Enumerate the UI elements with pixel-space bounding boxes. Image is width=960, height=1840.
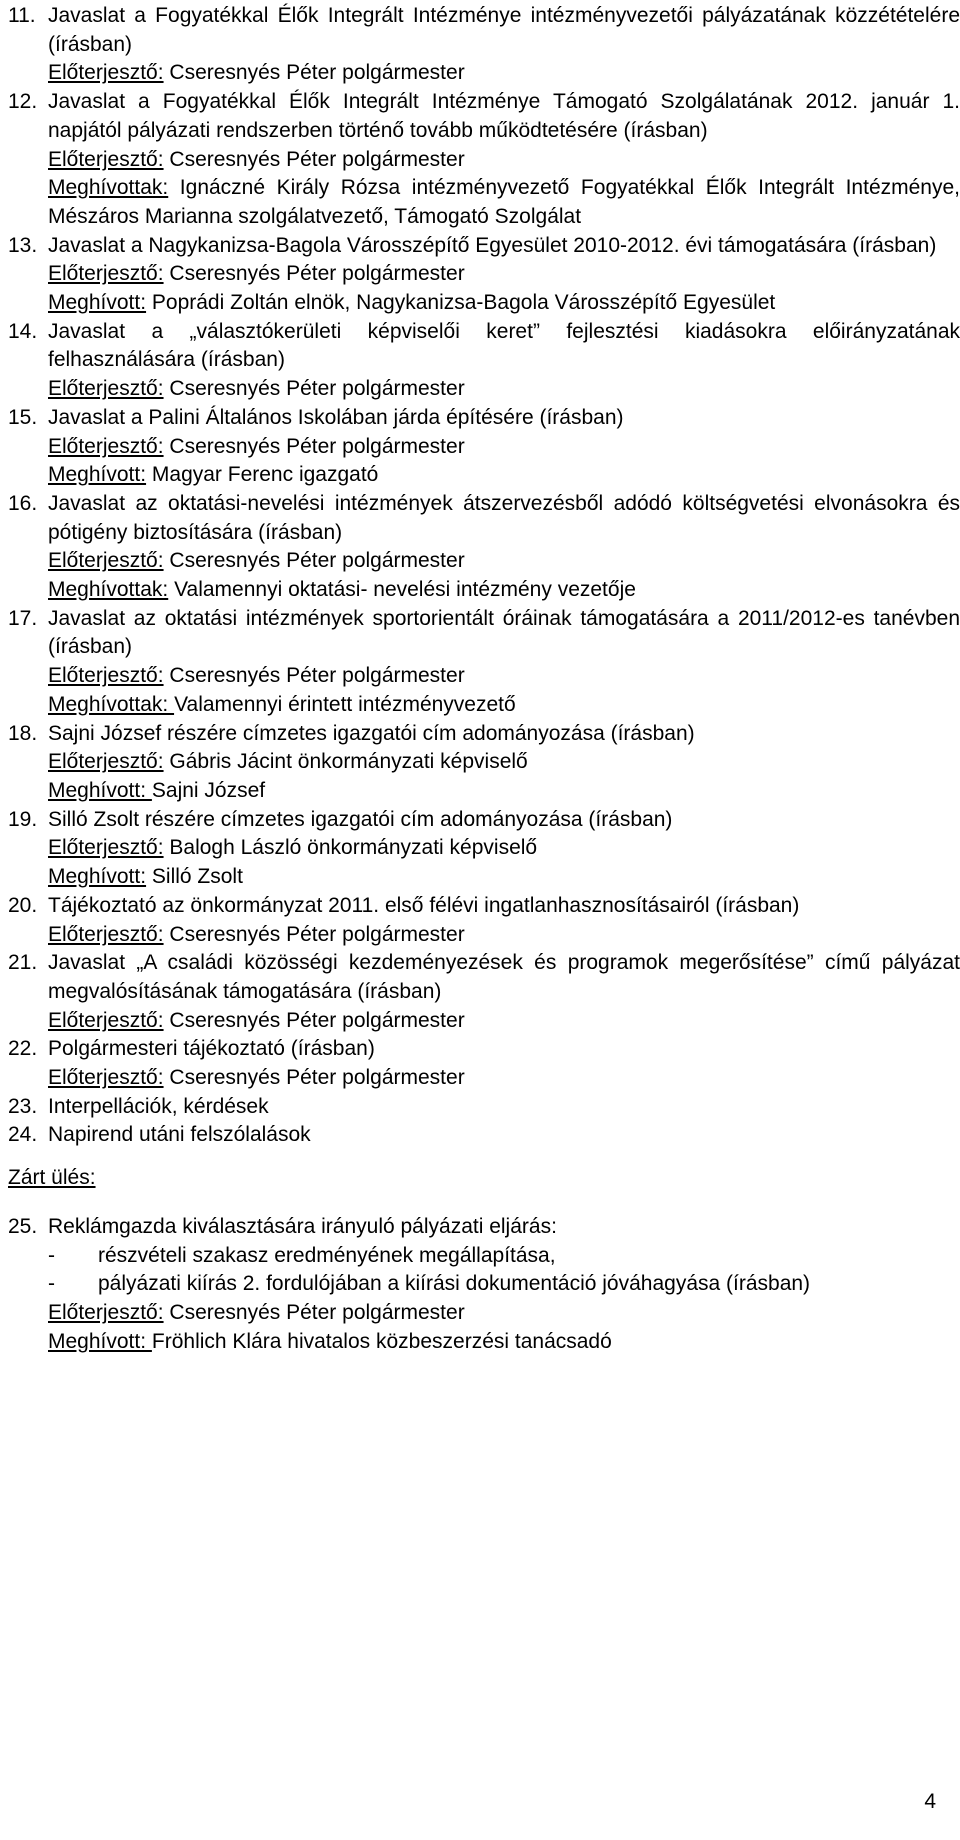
presenter-name: Cseresnyés Péter polgármester <box>163 664 465 688</box>
invited-names: Silló Zsolt <box>146 865 243 889</box>
item-number: 11. <box>8 4 36 27</box>
presenter-label: Előterjesztő: <box>48 750 164 774</box>
presenter-label: Előterjesztő: <box>48 836 164 860</box>
invited-line <box>48 576 960 605</box>
agenda-item <box>8 490 960 605</box>
item-number: 19. <box>8 807 38 831</box>
invited-line <box>48 1328 960 1357</box>
sub-item <box>48 1242 960 1271</box>
agenda-item <box>8 88 960 232</box>
invited-line <box>48 174 960 231</box>
presenter-label: Előterjesztő: <box>48 664 164 688</box>
presenter-name: Cseresnyés Péter polgármester <box>163 1066 465 1090</box>
item-title: Javaslat a „választókerületi képviselői keret” fejlesztési kiadásokra előirányzatának felhasználására (írásban) <box>48 319 960 372</box>
invited-line <box>48 691 960 720</box>
presenter-line <box>48 748 960 777</box>
invited-label: Meghívott: <box>48 463 147 487</box>
presenter-line <box>48 260 960 289</box>
presenter-name: Balogh László önkormányzati képviselő <box>163 836 538 860</box>
invited-names: Fröhlich Klára hivatalos közbeszerzési tanácsadó <box>151 1329 612 1353</box>
presenter-label: Előterjesztő: <box>48 377 164 401</box>
item-number: 18. <box>8 721 38 745</box>
invited-names: Poprádi Zoltán elnök, Nagykanizsa-Bagola Városszépítő Egyesület <box>146 291 776 315</box>
presenter-line <box>48 433 960 462</box>
dash-marker: - <box>48 1272 55 1296</box>
dash-marker: - <box>48 1243 55 1267</box>
invited-names: Valamennyi oktatási- nevelési intézmény vezetője <box>168 578 636 602</box>
agenda-item <box>8 318 960 404</box>
presenter-label: Előterjesztő: <box>48 1066 164 1090</box>
invited-label: Meghívott: <box>48 291 147 315</box>
presenter-line <box>48 146 960 175</box>
presenter-label: Előterjesztő: <box>48 1008 164 1032</box>
presenter-name: Gábris Jácint önkormányzati képviselő <box>163 750 528 774</box>
item-number: 17. <box>8 606 38 630</box>
presenter-name: Cseresnyés Péter polgármester <box>163 549 465 573</box>
item-title: Javaslat a Fogyatékkal Élők Integrált Intézménye Támogató Szolgálatának 2012. január 1. napjától pályázati rendszerben történő tovább működtetésére (írásban) <box>48 90 960 142</box>
presenter-line <box>48 1064 960 1093</box>
item-title: Silló Zsolt részére címzetes igazgatói cím adományozása (írásban) <box>48 807 673 831</box>
item-number: 20. <box>8 893 38 917</box>
presenter-name: Cseresnyés Péter polgármester <box>163 61 465 85</box>
agenda-item <box>8 1121 960 1150</box>
presenter-line <box>48 59 960 88</box>
presenter-label: Előterjesztő: <box>48 1300 164 1324</box>
invited-line <box>48 289 960 318</box>
item-title: Javaslat a Nagykanizsa-Bagola Városszépítő Egyesület 2010-2012. évi támogatására (írásban) <box>48 233 937 257</box>
presenter-name: Cseresnyés Péter polgármester <box>163 922 465 946</box>
invited-label: Meghívottak: <box>48 692 175 716</box>
invited-names: Valamennyi érintett intézményvezető <box>174 692 516 716</box>
presenter-label: Előterjesztő: <box>48 262 164 286</box>
item-number: 25. <box>8 1214 38 1238</box>
presenter-name: Cseresnyés Péter polgármester <box>163 1008 465 1032</box>
item-number: 15. <box>8 405 38 429</box>
invited-line <box>48 863 960 892</box>
presenter-line <box>48 1299 960 1328</box>
invited-names: Magyar Ferenc igazgató <box>146 463 379 487</box>
presenter-line <box>48 1007 960 1036</box>
item-title: Javaslat az oktatási-nevelési intézmények átszervezésből adódó költségvetési elvonásokra és pótigény biztosítására (írásban) <box>48 491 960 544</box>
agenda-item <box>8 404 960 490</box>
agenda-item <box>8 1093 960 1122</box>
item-number: 14. <box>8 319 38 343</box>
invited-label: Meghívottak: <box>48 578 169 602</box>
item-title: Javaslat „A családi közösségi kezdeményezések és programok megerősítése” című pályázat megvalósításának támogatására (írásban) <box>48 951 960 1003</box>
presenter-label: Előterjesztő: <box>48 434 164 458</box>
agenda-item <box>8 720 960 806</box>
item-title: Interpellációk, kérdések <box>48 1094 269 1118</box>
sub-item <box>48 1270 960 1299</box>
presenter-name: Cseresnyés Péter polgármester <box>163 377 465 401</box>
item-number: 13. <box>8 233 38 257</box>
agenda-item <box>8 232 960 318</box>
sub-item-text: részvételi szakasz eredményének megállapítása, <box>98 1243 556 1267</box>
item-title: Polgármesteri tájékoztató (írásban) <box>48 1037 375 1061</box>
presenter-line <box>48 834 960 863</box>
agenda-item <box>8 892 960 949</box>
presenter-line <box>48 662 960 691</box>
invited-line <box>48 461 960 490</box>
item-number: 12. <box>8 90 38 114</box>
agenda-item <box>8 2 960 88</box>
item-number: 24. <box>8 1123 38 1147</box>
agenda-item <box>8 1035 960 1092</box>
presenter-name: Cseresnyés Péter polgármester <box>163 262 465 286</box>
item-title: Napirend utáni felszólalások <box>48 1123 311 1147</box>
agenda-item <box>8 605 960 720</box>
item-title: Javaslat az oktatási intézmények sportorientált óráinak támogatására a 2011/2012-es tanévben (írásban) <box>48 606 960 659</box>
presenter-label: Előterjesztő: <box>48 922 164 946</box>
presenter-name: Cseresnyés Péter polgármester <box>163 1300 465 1324</box>
page-number: 4 <box>924 1790 936 1813</box>
invited-names: Sajni József <box>151 778 266 802</box>
presenter-line <box>48 921 960 950</box>
item-number: 16. <box>8 491 38 515</box>
item-title: Javaslat a Fogyatékkal Élők Integrált Intézménye intézményvezetői pályázatának közzétételére (írásban) <box>48 4 960 56</box>
agenda-item <box>8 949 960 1035</box>
presenter-name: Cseresnyés Péter polgármester <box>163 147 465 171</box>
closed-session-heading: Zárt ülés: <box>8 1166 96 1190</box>
item-number: 21. <box>8 951 38 975</box>
presenter-name: Cseresnyés Péter polgármester <box>163 434 465 458</box>
item-title: Sajni József részére címzetes igazgatói cím adományozása (írásban) <box>48 721 695 745</box>
item-number: 22. <box>8 1037 38 1061</box>
item-title: Tájékoztató az önkormányzat 2011. első félévi ingatlanhasznosításairól (írásban) <box>48 893 800 917</box>
agenda-item <box>8 1213 960 1357</box>
item-number: 23. <box>8 1094 38 1118</box>
presenter-line <box>48 547 960 576</box>
presenter-label: Előterjesztő: <box>48 147 164 171</box>
invited-label: Meghívott: <box>48 778 152 802</box>
invited-line <box>48 777 960 806</box>
agenda-item <box>8 806 960 892</box>
item-title: Javaslat a Palini Általános Iskolában járda építésére (írásban) <box>48 405 624 429</box>
item-title: Reklámgazda kiválasztására irányuló pályázati eljárás: <box>48 1214 557 1238</box>
presenter-line <box>48 375 960 404</box>
presenter-label: Előterjesztő: <box>48 549 164 573</box>
invited-label: Meghívott: <box>48 1329 152 1353</box>
agenda-list <box>8 2 960 1356</box>
invited-names: Ignáczné Király Rózsa intézményvezető Fogyatékkal Élők Integrált Intézménye, Mészáros Marianna szolgálatvezető, Támogató Szolgálat <box>48 176 960 228</box>
presenter-label: Előterjesztő: <box>48 61 164 85</box>
sub-item-text: pályázati kiírás 2. fordulójában a kiírási dokumentáció jóváhagyása (írásban) <box>98 1272 811 1296</box>
spacer <box>8 1150 960 1156</box>
invited-label: Meghívott: <box>48 865 147 889</box>
invited-label: Meghívottak: <box>48 176 169 200</box>
